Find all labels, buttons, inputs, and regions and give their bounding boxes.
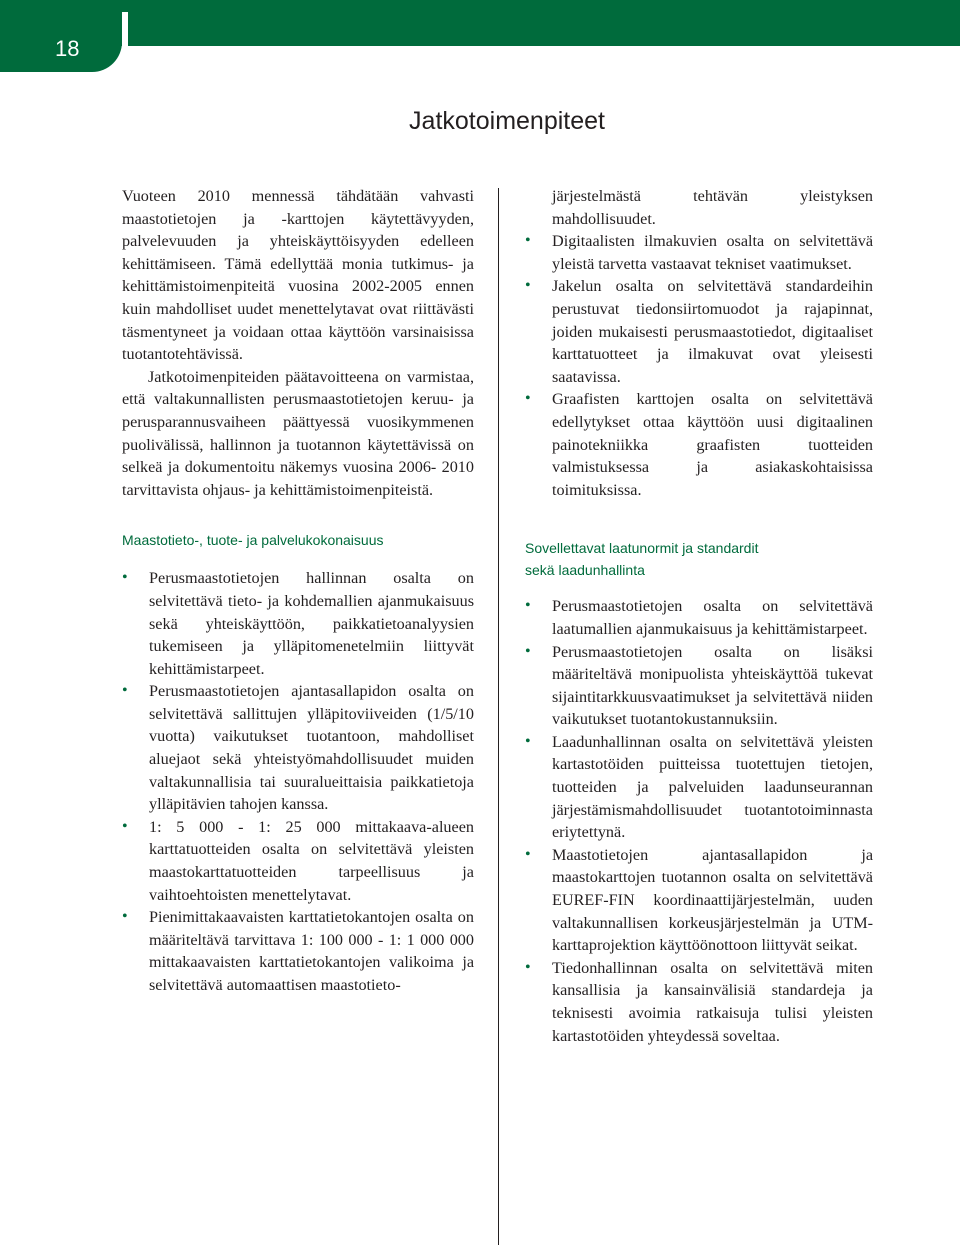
intro-paragraph: Vuoteen 2010 mennessä tähdätään vahvasti maastotietojen ja -karttojen käytettävyyden, palvelevuuden ja yhteiskäyttöisyyden edelleen kehittämiseen. Tämä edellyttää monia tutkimus- ja kehittämistoimenpiteitä vuosina 2002-2005 ennen kuin mahdolliset uudet menettelytavat ovat riittävästi täsmentyneet ja voidaan ottaa käyttöön varsinaisissa tuotantotehtävissä. xyxy=(122,187,474,364)
section-heading-line: sekä laadunhallinta xyxy=(525,562,645,579)
bullet-list xyxy=(525,595,873,1047)
list-item: • Perusmaastotietojen osalta on selvitettävä laatumallien ajanmukaisuus ja kehittämistarpeet. xyxy=(525,595,873,640)
list-item: • Digitaalisten ilmakuvien osalta on selvitettävä yleistä tarvetta vastaavat tekniset vaatimukset. xyxy=(525,230,873,275)
continued-text: järjestelmästä tehtävän yleistyksen mahdollisuudet. xyxy=(552,187,873,228)
list-item: • Perusmaastotietojen osalta on lisäksi määriteltävä monipuolista yhteiskäyttöä tukevat sijaintitarkkuusvaatimukset ja selvitettävä niiden vaikutukset tuotantokustannuksiin. xyxy=(525,641,873,731)
goal-paragraph: Jatkotoimenpiteiden päätavoitteena on varmistaa, että valtakunnallisten perusmaastotietojen keruu- ja perusparannusvaiheen päättyessä vuosikymmenen puolivälissä, hallinnon ja tuotannon käytettävissä on selkeä ja dokumentoitu näkemys vuosina 2006- 2010 tarvittavista ohjaus- ja kehittämistoimenpiteistä. xyxy=(122,367,474,499)
header-band xyxy=(128,12,960,46)
page-title: Jatkotoimenpiteet xyxy=(409,107,605,135)
section-heading xyxy=(525,537,873,581)
list-item: • Perusmaastotietojen ajantasallapidon osalta on selvitettävä sallittujen ylläpitoviiveiden (1/5/10 vuotta) vaikutukset tuotantoon, mahdolliset aluejaot sekä yhteistyömahdollisuudet muiden valtakunnallisia tai suuralueittaisia paikkatietoja ylläpitävien tahojen kanssa. xyxy=(122,680,474,816)
list-item: • Jakelun osalta on selvitettävä standardeihin perustuvat tiedonsiirtomuodot ja rajapinnat, joiden mukaisesti perusmaastotiedot, digitaaliset karttatuotteet ja ilmakuvat ovat yleisesti saatavissa. xyxy=(525,275,873,388)
list-item: • 1: 5 000 - 1: 25 000 mittakaava-alueen karttatuotteiden osalta on selvitettävä yleisten maastokarttatuotteiden tarpeellisuus ja vaihtoehtoisten menettelytavat. xyxy=(122,816,474,906)
list-item: • Pienimittakaavaisten karttatietokantojen osalta on määriteltävä tarvittava 1: 100 000 - 1: 1 000 000 mittakaavaisten karttatietokantojen valikoima ja selvitettävä automaattisen maastotieto- xyxy=(122,906,474,996)
list-item: • Laadunhallinnan osalta on selvitettävä yleisten kartastotöiden puitteissa tuotettujen tietojen, tuotteiden ja palveluiden laadunseurannan järjestämismahdollisuudet tuotantotoiminnasta eriytettynä. xyxy=(525,731,873,844)
list-item: • Graafisten karttojen osalta on selvitettävä edellytykset ottaa käyttöön uusi digitaalinen painotekniikka graafisten tuotteiden valmistuksessa ja asiakaskohtaisissa toimituksissa. xyxy=(525,388,873,501)
bullet-list xyxy=(122,567,474,996)
list-item: • Tiedonhallinnan osalta on selvitettävä miten kansallisia ja kansainvälisiä standardeja ja teknisesti avoimia ratkaisuja tulisi yleisten kartastotöiden yhteydessä soveltaa. xyxy=(525,957,873,1047)
section-heading-line: Sovellettavat laatunormit ja standardit xyxy=(525,540,759,557)
left-column xyxy=(122,185,474,997)
column-divider xyxy=(498,188,499,1245)
page-number: 18 xyxy=(55,36,80,61)
right-column xyxy=(525,185,873,1047)
list-item: • Perusmaastotietojen hallinnan osalta on selvitettävä tieto- ja kohdemallien ajanmukaisuus sekä yhteiskäyttöön, paikkatietoanalyysien tukemiseen ja ylläpitomenetelmiin liittyvät kehittämistarpeet. xyxy=(122,567,474,680)
section-heading: Maastotieto-, tuote- ja palvelukokonaisuus xyxy=(122,532,384,549)
bullet-list xyxy=(525,230,873,501)
list-item: • Maastotietojen ajantasallapidon ja maastokarttojen tuotannon osalta on selvitettävä EUREF-FIN koordinaattijärjestelmän, uuden valtakunnallisen korkeusjärjestelmän ja UTM-karttaprojektion käyttöönottoon liittyvät seikat. xyxy=(525,844,873,957)
